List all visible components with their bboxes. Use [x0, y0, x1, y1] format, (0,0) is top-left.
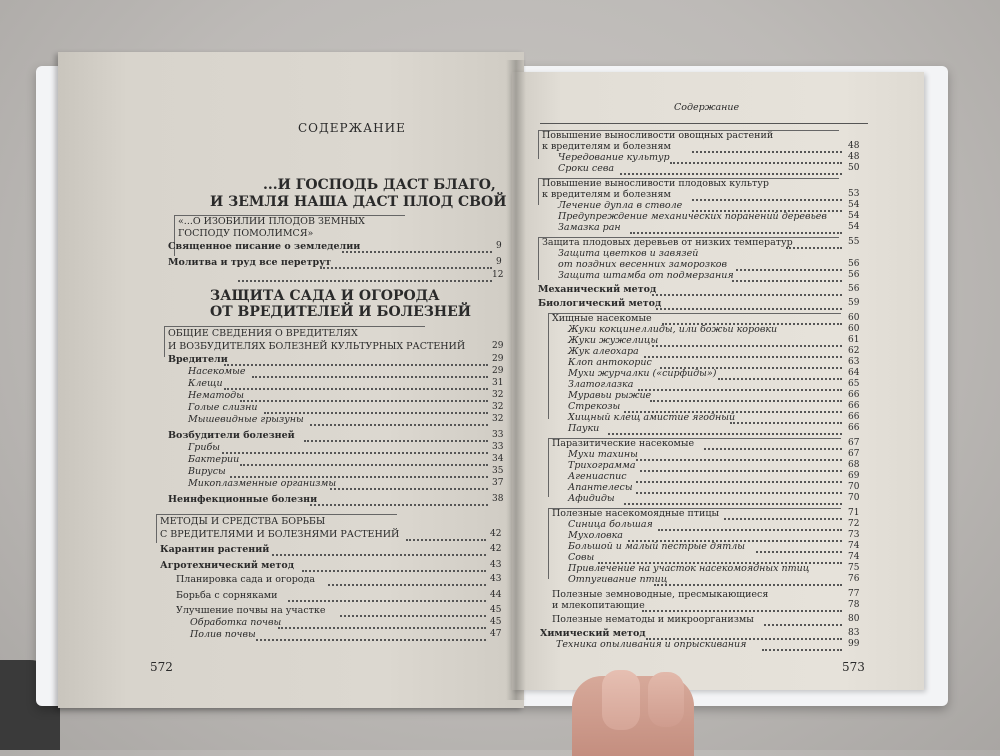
toc-page: 70: [848, 482, 860, 492]
leader-dots: [328, 582, 486, 586]
general-title-2: И ВОЗБУДИТЕЛЯХ БОЛЕЗНЕЙ КУЛЬТУРНЫХ РАСТЕНИЙ: [168, 341, 466, 352]
toc-entry: Повышение выносливости овощных растений: [542, 130, 774, 141]
toc-page: 62: [848, 346, 860, 356]
leader-dots: [642, 608, 842, 612]
toc-page: 76: [848, 574, 860, 584]
toc-page: 45: [490, 605, 502, 615]
toc-entry: Афидиды: [568, 493, 615, 504]
left-page: [58, 52, 524, 708]
toc-entry: Агротехнический метод: [160, 560, 295, 571]
leader-dots: [732, 278, 842, 282]
toc-page: 74: [848, 541, 860, 551]
toc-page: 66: [848, 412, 860, 422]
toc-page: 43: [490, 574, 502, 584]
leader-dots: [304, 438, 488, 442]
leader-dots: [406, 537, 486, 541]
toc-entry: Сроки сева: [558, 163, 615, 174]
leader-dots: [692, 197, 842, 201]
leader-dots: [238, 278, 492, 282]
toc-entry: Повышение выносливости плодовых культур: [542, 178, 769, 189]
leader-dots: [650, 398, 842, 402]
toc-entry: Вирусы: [188, 466, 226, 477]
toc-entry: Бактерии: [188, 454, 240, 465]
leader-dots: [704, 446, 842, 450]
toc-entry: Насекомые: [188, 366, 246, 377]
toc-entry: Защита штамба от подмерзания: [558, 270, 734, 281]
toc-entry: Жуки жужелицы: [568, 335, 659, 346]
toc-page: 63: [848, 357, 860, 367]
toc-page: 60: [848, 313, 860, 323]
toc-page: 48: [848, 141, 860, 151]
leader-dots: [288, 598, 486, 602]
toc-page: 74: [848, 552, 860, 562]
toc-entry: Молитва и труд все перетрут: [168, 257, 332, 268]
toc-page: 45: [490, 617, 502, 627]
toc-page: 70: [848, 493, 860, 503]
leader-dots: [654, 582, 842, 586]
toc-entry: Мухи журчалки («сирфиды»): [568, 368, 717, 379]
toc-page: 29: [492, 341, 504, 351]
toc-page: 83: [848, 628, 860, 638]
toc-entry: и млекопитающие: [552, 600, 645, 611]
toc-entry: Улучшение почвы на участке: [176, 605, 326, 616]
toc-entry: Грибы: [188, 442, 221, 453]
leader-dots: [658, 527, 842, 531]
leader-dots: [670, 160, 842, 164]
toc-page: 56: [848, 284, 860, 294]
toc-entry: Нематоды: [188, 390, 244, 401]
leader-dots: [630, 230, 842, 234]
toc-entry: Защита цветков и завязей: [558, 248, 699, 259]
toc-entry: Жуки кокцинеллиды, или божьи коровки: [568, 324, 778, 335]
toc-entry: Апантелесы: [568, 482, 633, 493]
leader-dots: [730, 420, 842, 424]
toc-page: 33: [492, 430, 504, 440]
toc-page: 38: [492, 494, 504, 504]
part-title-2: ОТ ВРЕДИТЕЛЕЙ И БОЛЕЗНЕЙ: [210, 304, 471, 320]
toc-page: 47: [490, 629, 502, 639]
toc-page: 42: [490, 544, 502, 554]
leader-dots: [624, 501, 842, 505]
quote-line-2: ГОСПОДУ ПОМОЛИМСЯ»: [178, 228, 314, 239]
leader-dots: [692, 149, 842, 153]
toc-entry: Карантин растений: [160, 544, 270, 555]
toc-page: 66: [848, 423, 860, 433]
toc-entry: Лечение дупла в стволе: [558, 200, 683, 211]
leader-dots: [340, 613, 486, 617]
toc-page: 66: [848, 390, 860, 400]
toc-page: 78: [848, 600, 860, 610]
hand-fingers: [572, 676, 694, 756]
toc-page: 99: [848, 639, 860, 649]
toc-entry: Клещи: [188, 378, 223, 389]
toc-entry: Биологический метод: [538, 298, 662, 309]
toc-entry: Техника опыливания и опрыскивания: [556, 639, 747, 650]
leader-dots: [252, 374, 488, 378]
leader-dots: [256, 637, 486, 641]
toc-page: 67: [848, 449, 860, 459]
leader-dots: [652, 343, 842, 347]
toc-entry: к вредителям и болезням: [542, 189, 671, 200]
leader-dots: [652, 292, 842, 296]
methods-title-1: МЕТОДЫ И СРЕДСТВА БОРЬБЫ: [160, 516, 326, 527]
header-rule: [540, 123, 868, 124]
toc-entry: Паразитические насекомые: [552, 438, 695, 449]
toc-page: 37: [492, 478, 504, 488]
contents-heading: СОДЕРЖАНИЕ: [298, 121, 406, 135]
toc-entry: Голые слизни: [188, 402, 258, 413]
toc-page: 56: [848, 259, 860, 269]
toc-entry: Полезные нематоды и микроорганизмы: [552, 614, 754, 625]
toc-page: 54: [848, 211, 860, 221]
toc-entry: Химический метод: [540, 628, 646, 639]
toc-entry: Планировка сада и огорода: [176, 574, 316, 585]
toc-page: 29: [492, 366, 504, 376]
toc-entry: Хищный клещ амистие ягодный: [568, 412, 736, 423]
toc-entry: Мухи тахины: [568, 449, 638, 460]
leader-dots: [724, 516, 842, 520]
toc-page: 56: [848, 270, 860, 280]
toc-entry: Обработка почвы: [190, 617, 282, 628]
toc-entry: Отпугивание птиц: [568, 574, 668, 585]
toc-entry: Пауки: [568, 423, 600, 434]
toc-entry: Большой и малый пестрые дятлы: [568, 541, 746, 552]
leader-dots: [320, 265, 492, 269]
toc-entry: Синица большая: [568, 519, 653, 530]
toc-entry: Борьба с сорняками: [176, 590, 278, 601]
leader-dots: [240, 398, 488, 402]
toc-entry: Хищные насекомые: [552, 313, 652, 324]
toc-entry: Микоплазменные организмы: [188, 478, 337, 489]
toc-page: 54: [848, 222, 860, 232]
toc-page: 60: [848, 324, 860, 334]
toc-page: 59: [848, 298, 860, 308]
toc-page: 44: [490, 590, 502, 600]
toc-page: 75: [848, 563, 860, 573]
toc-page: 67: [848, 438, 860, 448]
methods-title-2: С ВРЕДИТЕЛЯМИ И БОЛЕЗНЯМИ РАСТЕНИЙ: [160, 529, 400, 540]
toc-entry: Неинфекционные болезни: [168, 494, 318, 505]
toc-entry: Привлечение на участок насекомоядных птиц: [568, 563, 810, 574]
leader-dots: [222, 450, 488, 454]
leader-dots: [310, 422, 488, 426]
page-number-left: 572: [150, 660, 173, 674]
toc-page: 29: [492, 354, 504, 364]
toc-page: 53: [848, 189, 860, 199]
toc-page: 32: [492, 402, 504, 412]
toc-page: 55: [848, 237, 860, 247]
leader-dots: [636, 457, 842, 461]
toc-page: 32: [492, 414, 504, 424]
leader-dots: [224, 362, 488, 366]
toc-page: 34: [492, 454, 504, 464]
toc-entry: Замазка ран: [558, 222, 621, 233]
toc-entry: Вредители: [168, 354, 228, 365]
toc-page: 31: [492, 378, 504, 388]
toc-page: 80: [848, 614, 860, 624]
toc-entry: Предупреждение механических поранений деревьев: [558, 211, 827, 222]
leader-dots: [636, 479, 842, 483]
toc-page: 33: [492, 442, 504, 452]
leader-dots: [718, 376, 842, 380]
leader-dots: [342, 249, 492, 253]
toc-page: 9: [496, 241, 502, 251]
toc-entry: Муравьи рыжие: [568, 390, 652, 401]
toc-page: 50: [848, 163, 860, 173]
toc-entry: Полив почвы: [190, 629, 256, 640]
toc-page: 48: [848, 152, 860, 162]
toc-entry: Мухоловка: [568, 530, 623, 541]
toc-page: 73: [848, 530, 860, 540]
epigraph-line-1: ...И ГОСПОДЬ ДАСТ БЛАГО,: [263, 177, 496, 193]
part-title-1: ЗАЩИТА САДА И ОГОРОДА: [210, 288, 440, 304]
leader-dots: [756, 549, 842, 553]
leader-dots: [330, 486, 488, 490]
toc-entry: Совы: [568, 552, 595, 563]
toc-entry: Священное писание о земледелии: [168, 241, 361, 252]
quote-line-1: «...О ИЗОБИЛИИ ПЛОДОВ ЗЕМНЫХ: [178, 216, 365, 227]
toc-entry: к вредителям и болезням: [542, 141, 671, 152]
toc-entry: Жук алеохара: [568, 346, 639, 357]
right-page: [512, 72, 924, 690]
leader-dots: [278, 625, 486, 629]
leader-dots: [302, 568, 486, 572]
toc-page: 68: [848, 460, 860, 470]
leader-dots: [310, 502, 488, 506]
leader-dots: [786, 245, 842, 249]
leader-dots: [620, 171, 842, 175]
toc-page: 71: [848, 508, 860, 518]
leader-dots: [764, 622, 842, 626]
leader-dots: [224, 386, 488, 390]
toc-page: 32: [492, 390, 504, 400]
toc-entry: Агениаспис: [568, 471, 627, 482]
leader-dots: [636, 490, 842, 494]
page-number-right: 573: [842, 660, 865, 674]
toc-entry: Возбудители болезней: [168, 430, 295, 441]
general-title-1: ОБЩИЕ СВЕДЕНИЯ О ВРЕДИТЕЛЯХ: [168, 328, 358, 339]
leader-dots: [272, 552, 486, 556]
toc-entry: Чередование культур: [558, 152, 670, 163]
toc-page: 69: [848, 471, 860, 481]
toc-page: 65: [848, 379, 860, 389]
toc-entry: Мышевидные грызуны: [188, 414, 304, 425]
running-head: Содержание: [674, 102, 740, 113]
leader-dots: [240, 462, 488, 466]
toc-page: 77: [848, 589, 860, 599]
leader-dots: [736, 267, 842, 271]
toc-page: 72: [848, 519, 860, 529]
toc-page: 61: [848, 335, 860, 345]
toc-entry: Механический метод: [538, 284, 657, 295]
toc-entry: от поздних весенних заморозков: [558, 259, 727, 270]
toc-page: 12: [492, 270, 504, 280]
leader-dots: [638, 387, 842, 391]
toc-entry: Полезные насекомоядные птицы: [552, 508, 720, 519]
epigraph-line-2: И ЗЕМЛЯ НАША ДАСТ ПЛОД СВОЙ: [210, 194, 507, 210]
toc-entry: Златоглазка: [568, 379, 634, 390]
toc-page: 43: [490, 560, 502, 570]
leader-dots: [656, 306, 842, 310]
book-spine-shadow: [506, 60, 526, 700]
toc-page: 9: [496, 257, 502, 267]
toc-page: 54: [848, 200, 860, 210]
toc-entry: Клоп антокорис: [568, 357, 652, 368]
leader-dots: [644, 354, 842, 358]
toc-entry: Полезные земноводные, пресмыкающиеся: [552, 589, 769, 600]
toc-entry: Защита плодовых деревьев от низких температур: [542, 237, 793, 248]
toc-entry: Стрекозы: [568, 401, 621, 412]
toc-page: 42: [490, 529, 502, 539]
toc-page: 66: [848, 401, 860, 411]
toc-page: 35: [492, 466, 504, 476]
toc-page: 64: [848, 368, 860, 378]
leader-dots: [640, 468, 842, 472]
toc-entry: Трихограмма: [568, 460, 636, 471]
leader-dots: [762, 647, 842, 651]
leader-dots: [608, 431, 842, 435]
